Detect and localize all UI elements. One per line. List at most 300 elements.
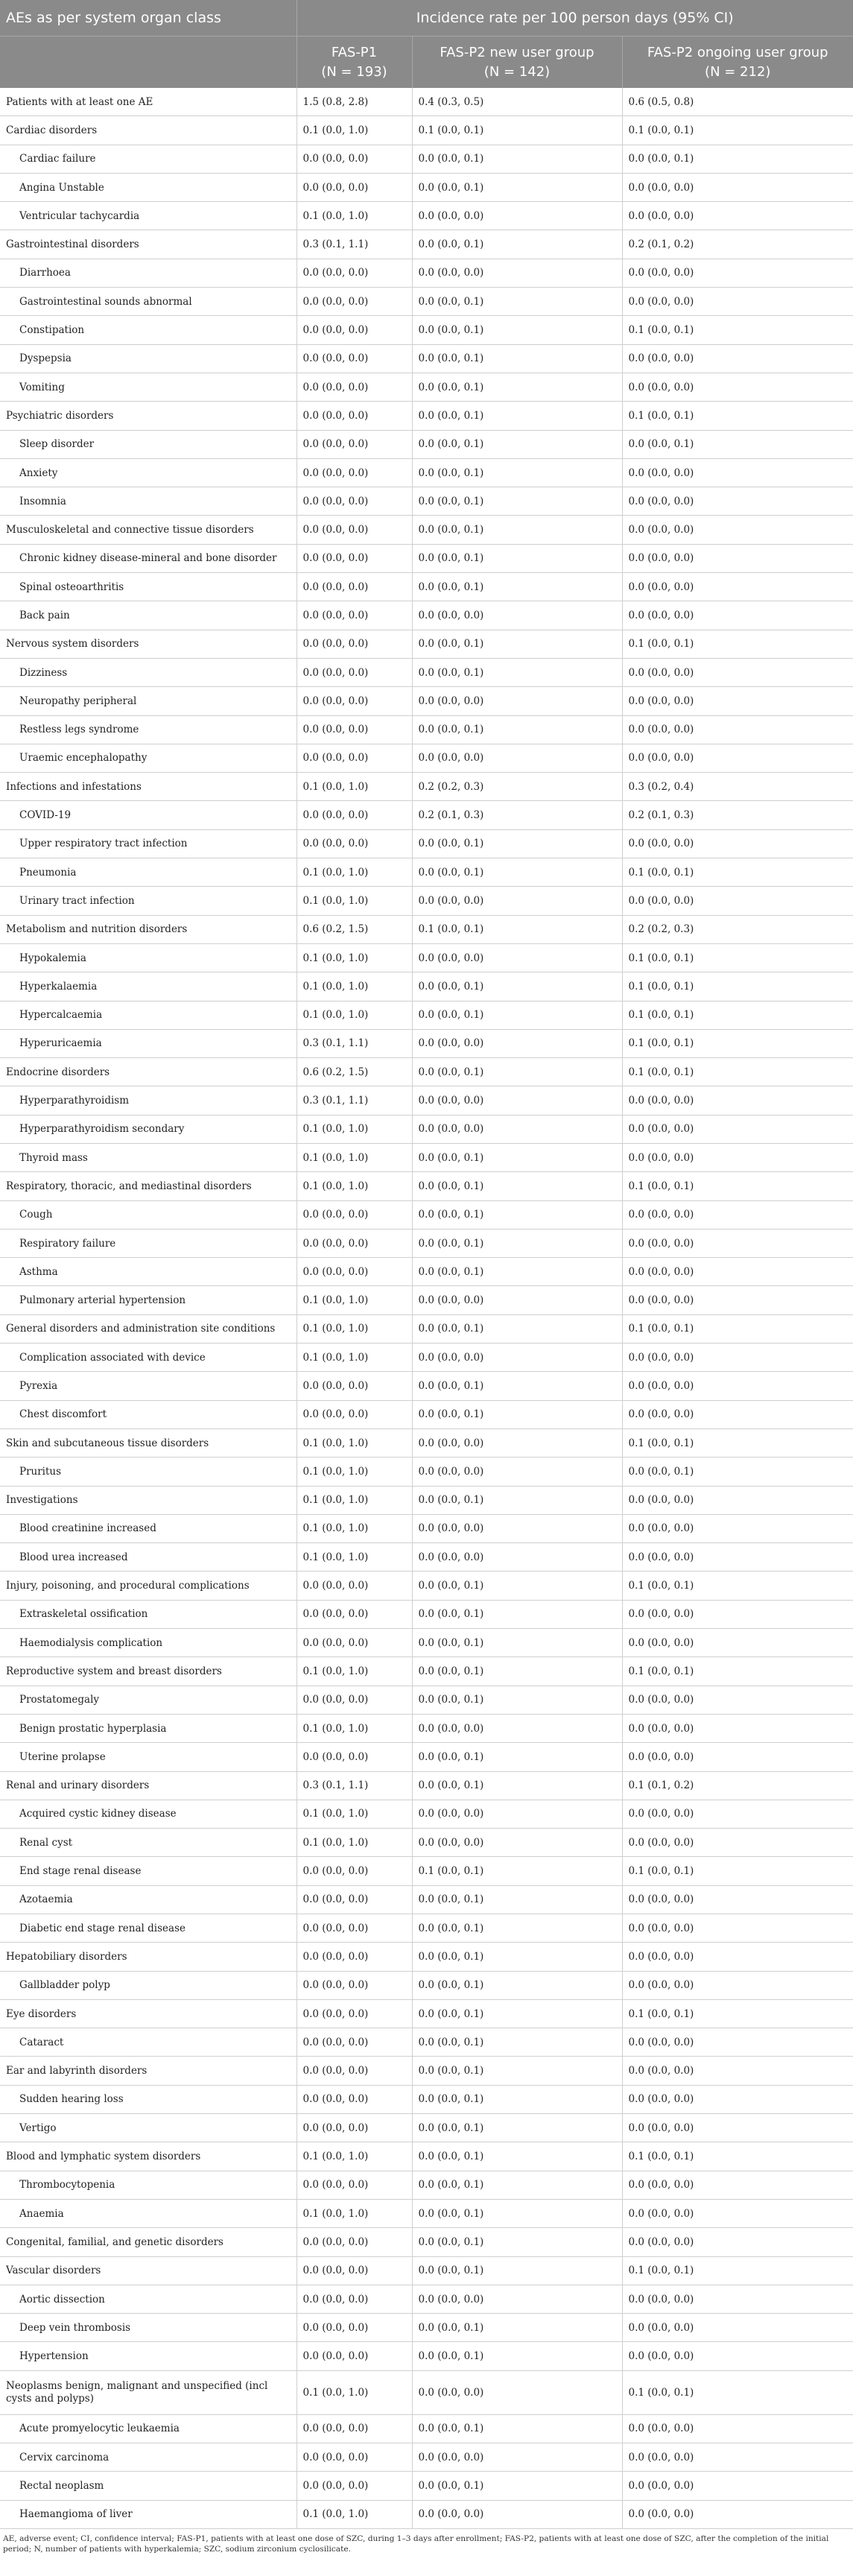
fas-p2-new-value: 0.0 (0.0, 0.1): [412, 2256, 622, 2285]
fas-p2-new-value: 0.0 (0.0, 0.0): [412, 1115, 622, 1143]
fas-p2-ongoing-value: 0.0 (0.0, 0.0): [622, 2114, 853, 2142]
table-row: [0, 1229, 853, 1257]
fas-p2-new-value: 0.0 (0.0, 0.1): [412, 288, 622, 316]
fas-p1-value: 0.1 (0.0, 1.0): [297, 1514, 412, 1542]
fas-p2-ongoing-value: 0.0 (0.0, 0.0): [622, 288, 853, 316]
fas-p2-new-value: 0.0 (0.0, 0.1): [412, 829, 622, 858]
fas-p2-ongoing-value: 0.0 (0.0, 0.0): [622, 2314, 853, 2342]
fas-p2-new-value: 0.0 (0.0, 0.0): [412, 1800, 622, 1828]
table-footnote: AE, adverse event; CI, confidence interval; FAS-P1, patients with at least one dose of SZC, during 1–3 days after enrollment; FAS-P2, patients with at least one dose of SZC, after the completion of the initial period; N, number of patients with hyperkalemia; SZC, sodium zirconium cyclosilicate.: [3, 2534, 829, 2554]
adverse-event-label: Insomnia: [0, 487, 297, 516]
fas-p2-ongoing-value: 0.0 (0.0, 0.0): [622, 1286, 853, 1314]
fas-p2-ongoing-value: 0.1 (0.0, 0.1): [622, 1572, 853, 1600]
fas-p2-ongoing-value: 0.1 (0.0, 0.1): [622, 858, 853, 887]
organ-class-label: Reproductive system and breast disorders: [0, 1657, 297, 1686]
table-row: [0, 1258, 853, 1286]
fas-p2-new-value: 0.0 (0.0, 0.1): [412, 1372, 622, 1400]
fas-p2-new-value: 0.0 (0.0, 0.1): [412, 2142, 622, 2171]
fas-p2-ongoing-value: 0.0 (0.0, 0.0): [622, 2171, 853, 2199]
organ-class-label: Patients with at least one AE: [0, 88, 297, 116]
fas-p2-ongoing-value: 0.0 (0.0, 0.0): [622, 744, 853, 772]
fas-p2-ongoing-value: 0.1 (0.1, 0.2): [622, 1771, 853, 1800]
table-row: [0, 1172, 853, 1200]
fas-p2-new-value: 0.0 (0.0, 0.1): [412, 516, 622, 544]
fas-p2-ongoing-value: 0.0 (0.0, 0.0): [622, 829, 853, 858]
fas-p1-value: 0.0 (0.0, 0.0): [297, 288, 412, 316]
table-row: [0, 2256, 853, 2285]
fas-p1-value: 0.0 (0.0, 0.0): [297, 2256, 412, 2285]
organ-class-label: Blood and lymphatic system disorders: [0, 2142, 297, 2171]
organ-class-label: Neoplasms benign, malignant and unspecified (incl cysts and polyps): [0, 2370, 297, 2414]
table-row: [0, 402, 853, 430]
column-header-fas-p2-new: FAS-P2 new user group (N = 142): [412, 37, 622, 89]
adverse-event-label: Acute promyelocytic leukaemia: [0, 2414, 297, 2443]
fas-p1-value: 0.1 (0.0, 1.0): [297, 1714, 412, 1742]
fas-p2-ongoing-value: 0.0 (0.0, 0.0): [622, 1344, 853, 1372]
organ-class-label: Cardiac disorders: [0, 116, 297, 145]
fas-p2-new-value: 0.0 (0.0, 0.0): [412, 1029, 622, 1057]
fas-p2-new-value: 0.0 (0.0, 0.1): [412, 2057, 622, 2085]
fas-p2-new-value: 0.0 (0.0, 0.1): [412, 972, 622, 1001]
adverse-event-label: Acquired cystic kidney disease: [0, 1800, 297, 1828]
fas-p1-value: 0.1 (0.0, 1.0): [297, 1172, 412, 1200]
table-row: [0, 1001, 853, 1029]
organ-class-label: Renal and urinary disorders: [0, 1771, 297, 1800]
fas-p1-value: 0.0 (0.0, 0.0): [297, 344, 412, 373]
fas-p2-new-value: 0.0 (0.0, 0.1): [412, 2171, 622, 2199]
adverse-event-label: Anaemia: [0, 2199, 297, 2227]
fas-p1-value: 1.5 (0.8, 2.8): [297, 88, 412, 116]
fas-p1-value: 0.1 (0.0, 1.0): [297, 2199, 412, 2227]
fas-p2-new-value: 0.0 (0.0, 0.1): [412, 402, 622, 430]
fas-p2-new-value: 0.1 (0.0, 0.1): [412, 915, 622, 943]
adverse-event-label: Ventricular tachycardia: [0, 202, 297, 230]
organ-class-label: Investigations: [0, 1486, 297, 1514]
fas-p1-value: 0.0 (0.0, 0.0): [297, 744, 412, 772]
fas-p1-value: 0.0 (0.0, 0.0): [297, 1629, 412, 1657]
fas-p2-new-value: 0.0 (0.0, 0.1): [412, 173, 622, 201]
fas-p2-ongoing-value: 0.0 (0.0, 0.0): [622, 887, 853, 915]
fas-p2-ongoing-value: 0.1 (0.0, 0.1): [622, 1999, 853, 2028]
fas-p2-ongoing-value: 0.0 (0.0, 0.0): [622, 1686, 853, 1714]
fas-p2-ongoing-value: 0.0 (0.0, 0.0): [622, 2085, 853, 2113]
table-row: [0, 544, 853, 572]
fas-p1-value: 0.0 (0.0, 0.0): [297, 544, 412, 572]
fas-p2-new-value: 0.0 (0.0, 0.1): [412, 1999, 622, 2028]
table-row: [0, 715, 853, 744]
table-row: [0, 972, 853, 1001]
table-row: [0, 2171, 853, 2199]
adverse-event-label: Uraemic encephalopathy: [0, 744, 297, 772]
fas-p2-new-value: 0.0 (0.0, 0.1): [412, 458, 622, 487]
table-row: [0, 573, 853, 601]
fas-p2-new-value: 0.0 (0.0, 0.1): [412, 1172, 622, 1200]
table-row: [0, 1372, 853, 1400]
fas-p1-value: 0.1 (0.0, 1.0): [297, 1800, 412, 1828]
fas-p1-value: 0.0 (0.0, 0.0): [297, 458, 412, 487]
fas-p2-ongoing-value: 0.0 (0.0, 0.0): [622, 1200, 853, 1229]
fas-p2-ongoing-value: 0.0 (0.0, 0.0): [622, 1372, 853, 1400]
fas-p2-new-value: 0.0 (0.0, 0.0): [412, 1829, 622, 1857]
table-row: [0, 2228, 853, 2256]
fas-p2-new-value: 0.0 (0.0, 0.1): [412, 316, 622, 344]
table-row: [0, 173, 853, 201]
adverse-event-label: Blood creatinine increased: [0, 1514, 297, 1542]
adverse-event-label: Haemangioma of liver: [0, 2500, 297, 2528]
fas-p2-new-value: 0.0 (0.0, 0.1): [412, 373, 622, 401]
fas-p1-value: 0.0 (0.0, 0.0): [297, 173, 412, 201]
table-row: [0, 1771, 853, 1800]
table-row: [0, 230, 853, 259]
fas-p2-new-value: 0.1 (0.0, 0.1): [412, 1857, 622, 1885]
fas-p2-new-value: 0.0 (0.0, 0.1): [412, 2228, 622, 2256]
table-row: [0, 1428, 853, 1457]
adverse-event-label: Sudden hearing loss: [0, 2085, 297, 2113]
fas-p1-value: 0.0 (0.0, 0.0): [297, 1914, 412, 1943]
fas-p2-new-value: 0.0 (0.0, 0.1): [412, 2028, 622, 2057]
table-row: [0, 1514, 853, 1542]
fas-p2-ongoing-value: 0.0 (0.0, 0.0): [622, 516, 853, 544]
table-row: [0, 1058, 853, 1086]
fas-p1-value: 0.0 (0.0, 0.0): [297, 687, 412, 715]
fas-p2-new-value: 0.0 (0.0, 0.1): [412, 2342, 622, 2370]
fas-p2-ongoing-value: 0.1 (0.0, 0.1): [622, 2256, 853, 2285]
fas-p2-ongoing-value: 0.0 (0.0, 0.0): [622, 1258, 853, 1286]
fas-p2-ongoing-value: 0.0 (0.0, 0.0): [622, 2414, 853, 2443]
fas-p2-new-value: 0.0 (0.0, 0.1): [412, 1200, 622, 1229]
table-row: [0, 487, 853, 516]
table-row: [0, 1971, 853, 1999]
table-row: [0, 1115, 853, 1143]
fas-p1-value: 0.1 (0.0, 1.0): [297, 972, 412, 1001]
fas-p2-ongoing-value: 0.0 (0.0, 0.1): [622, 430, 853, 458]
fas-p2-ongoing-value: 0.1 (0.0, 0.1): [622, 1428, 853, 1457]
adverse-event-label: Hypokalemia: [0, 943, 297, 972]
organ-class-label: Congenital, familial, and genetic disorders: [0, 2228, 297, 2256]
table-row: [0, 88, 853, 116]
adverse-event-label: Chronic kidney disease-mineral and bone disorder: [0, 544, 297, 572]
organ-class-label: Hepatobiliary disorders: [0, 1943, 297, 1971]
fas-p1-value: 0.0 (0.0, 0.0): [297, 2285, 412, 2313]
fas-p2-new-value: 0.0 (0.0, 0.1): [412, 1600, 622, 1628]
fas-p2-ongoing-value: 0.0 (0.0, 0.0): [622, 458, 853, 487]
row-label-header: AEs as per system organ class: [0, 0, 297, 37]
fas-p1-value: 0.1 (0.0, 1.0): [297, 1428, 412, 1457]
fas-p2-ongoing-value: 0.0 (0.0, 0.0): [622, 2342, 853, 2370]
adverse-event-label: Cataract: [0, 2028, 297, 2057]
fas-p1-value: 0.0 (0.0, 0.0): [297, 1229, 412, 1257]
fas-p1-value: 0.0 (0.0, 0.0): [297, 2472, 412, 2500]
fas-p2-ongoing-value: 0.0 (0.0, 0.0): [622, 715, 853, 744]
fas-p2-new-value: 0.0 (0.0, 0.0): [412, 1286, 622, 1314]
adverse-event-label: Gastrointestinal sounds abnormal: [0, 288, 297, 316]
fas-p1-value: 0.3 (0.1, 1.1): [297, 1771, 412, 1800]
fas-p2-new-value: 0.0 (0.0, 0.1): [412, 1486, 622, 1514]
fas-p2-ongoing-value: 0.0 (0.0, 0.0): [622, 544, 853, 572]
table-row: [0, 2443, 853, 2472]
fas-p2-ongoing-value: 0.6 (0.5, 0.8): [622, 88, 853, 116]
adverse-event-label: Spinal osteoarthritis: [0, 573, 297, 601]
adverse-event-label: Hyperuricaemia: [0, 1029, 297, 1057]
fas-p2-new-value: 0.0 (0.0, 0.0): [412, 1514, 622, 1542]
fas-p2-ongoing-value: 0.0 (0.0, 0.0): [622, 1800, 853, 1828]
fas-p2-ongoing-value: 0.0 (0.0, 0.0): [622, 202, 853, 230]
fas-p2-new-value: 0.0 (0.0, 0.1): [412, 1058, 622, 1086]
table-row: [0, 145, 853, 173]
table-row: [0, 630, 853, 658]
fas-p1-value: 0.0 (0.0, 0.0): [297, 145, 412, 173]
table-row: [0, 202, 853, 230]
fas-p1-value: 0.0 (0.0, 0.0): [297, 2085, 412, 2113]
fas-p2-ongoing-value: 0.1 (0.0, 0.1): [622, 972, 853, 1001]
fas-p2-new-value: 0.0 (0.0, 0.0): [412, 943, 622, 972]
table-row: [0, 1657, 853, 1686]
table-row: [0, 1686, 853, 1714]
adverse-event-label: Benign prostatic hyperplasia: [0, 1714, 297, 1742]
fas-p2-new-value: 0.0 (0.0, 0.1): [412, 1572, 622, 1600]
adverse-event-label: Respiratory failure: [0, 1229, 297, 1257]
table-row: [0, 1629, 853, 1657]
fas-p1-value: 0.0 (0.0, 0.0): [297, 316, 412, 344]
adverse-event-label: Pulmonary arterial hypertension: [0, 1286, 297, 1314]
table-row: [0, 2085, 853, 2113]
fas-p2-new-value: 0.0 (0.0, 0.0): [412, 2370, 622, 2414]
fas-p1-value: 0.0 (0.0, 0.0): [297, 1258, 412, 1286]
fas-p2-new-value: 0.2 (0.2, 0.3): [412, 773, 622, 801]
fas-p2-new-value: 0.0 (0.0, 0.1): [412, 658, 622, 686]
table-row: [0, 915, 853, 943]
adverse-event-label: Anxiety: [0, 458, 297, 487]
table-row: [0, 1200, 853, 1229]
fas-p2-new-value: 0.0 (0.0, 0.1): [412, 430, 622, 458]
table-row: [0, 2342, 853, 2370]
fas-p2-new-value: 0.0 (0.0, 0.0): [412, 2285, 622, 2313]
table-row: [0, 2314, 853, 2342]
table-row: [0, 1314, 853, 1343]
organ-class-label: Nervous system disorders: [0, 630, 297, 658]
adverse-event-label: Neuropathy peripheral: [0, 687, 297, 715]
fas-p2-ongoing-value: 0.0 (0.0, 0.0): [622, 1943, 853, 1971]
fas-p1-value: 0.0 (0.0, 0.0): [297, 1200, 412, 1229]
table-row: [0, 1458, 853, 1486]
table-row: [0, 1743, 853, 1771]
adverse-event-label: Haemodialysis complication: [0, 1629, 297, 1657]
adverse-event-label: Urinary tract infection: [0, 887, 297, 915]
adverse-event-label: Vertigo: [0, 2114, 297, 2142]
fas-p2-ongoing-value: 0.0 (0.0, 0.0): [622, 2472, 853, 2500]
fas-p1-value: 0.0 (0.0, 0.0): [297, 601, 412, 630]
table-row: [0, 801, 853, 829]
fas-p2-ongoing-value: 0.1 (0.0, 0.1): [622, 402, 853, 430]
table-row: [0, 1885, 853, 1914]
fas-p2-new-value: 0.0 (0.0, 0.1): [412, 230, 622, 259]
fas-p2-ongoing-value: 0.2 (0.1, 0.3): [622, 801, 853, 829]
fas-p2-ongoing-value: 0.1 (0.0, 0.1): [622, 1001, 853, 1029]
fas-p2-ongoing-value: 0.0 (0.0, 0.0): [622, 1115, 853, 1143]
table-row: [0, 1999, 853, 2028]
fas-p2-new-value: 0.0 (0.0, 0.1): [412, 344, 622, 373]
fas-p2-new-value: 0.0 (0.0, 0.1): [412, 1914, 622, 1943]
fas-p2-new-value: 0.0 (0.0, 0.1): [412, 1001, 622, 1029]
fas-p2-ongoing-value: 0.0 (0.0, 0.0): [622, 1971, 853, 1999]
fas-p1-value: 0.1 (0.0, 1.0): [297, 1314, 412, 1343]
fas-p2-ongoing-value: 0.0 (0.0, 0.0): [622, 1143, 853, 1171]
fas-p2-new-value: 0.0 (0.0, 0.0): [412, 1428, 622, 1457]
fas-p1-value: 0.0 (0.0, 0.0): [297, 373, 412, 401]
table-row: [0, 1800, 853, 1828]
fas-p2-new-value: 0.4 (0.3, 0.5): [412, 88, 622, 116]
fas-p2-ongoing-value: 0.0 (0.0, 0.0): [622, 2028, 853, 2057]
table-row: [0, 1400, 853, 1428]
fas-p2-new-value: 0.0 (0.0, 0.1): [412, 858, 622, 887]
table-row: [0, 1086, 853, 1115]
fas-p2-new-value: 0.0 (0.0, 0.1): [412, 1743, 622, 1771]
adverse-event-label: Rectal neoplasm: [0, 2472, 297, 2500]
adverse-event-label: Angina Unstable: [0, 173, 297, 201]
fas-p2-ongoing-value: 0.2 (0.1, 0.2): [622, 230, 853, 259]
fas-p2-new-value: 0.0 (0.0, 0.1): [412, 2085, 622, 2113]
fas-p1-value: 0.0 (0.0, 0.0): [297, 516, 412, 544]
fas-p2-ongoing-value: 0.1 (0.0, 0.1): [622, 943, 853, 972]
adverse-event-label: Restless legs syndrome: [0, 715, 297, 744]
fas-p2-ongoing-value: 0.0 (0.0, 0.0): [622, 1400, 853, 1428]
table-row: [0, 116, 853, 145]
organ-class-label: Psychiatric disorders: [0, 402, 297, 430]
incidence-rate-header: Incidence rate per 100 person days (95% CI): [297, 0, 853, 37]
table-row: [0, 2500, 853, 2528]
adverse-event-label: Asthma: [0, 1258, 297, 1286]
table-header: [0, 0, 853, 88]
fas-p2-new-value: 0.0 (0.0, 0.1): [412, 1943, 622, 1971]
fas-p2-new-value: 0.0 (0.0, 0.1): [412, 1771, 622, 1800]
adverse-event-label: Deep vein thrombosis: [0, 2314, 297, 2342]
table-row: [0, 2370, 853, 2414]
fas-p1-value: 0.0 (0.0, 0.0): [297, 1572, 412, 1600]
fas-p1-value: 0.0 (0.0, 0.0): [297, 2314, 412, 2342]
fas-p2-ongoing-value: 0.0 (0.0, 0.1): [622, 1458, 853, 1486]
adverse-event-label: Hypercalcaemia: [0, 1001, 297, 1029]
organ-class-label: Respiratory, thoracic, and mediastinal disorders: [0, 1172, 297, 1200]
table-row: [0, 1344, 853, 1372]
fas-p1-value: 0.6 (0.2, 1.5): [297, 915, 412, 943]
adverse-event-label: Pruritus: [0, 1458, 297, 1486]
fas-p1-value: 0.1 (0.0, 1.0): [297, 2142, 412, 2171]
adverse-event-label: Thyroid mass: [0, 1143, 297, 1171]
fas-p2-new-value: 0.0 (0.0, 0.0): [412, 1543, 622, 1572]
fas-p1-value: 0.0 (0.0, 0.0): [297, 2171, 412, 2199]
adverse-event-label: Vomiting: [0, 373, 297, 401]
fas-p1-value: 0.0 (0.0, 0.0): [297, 259, 412, 287]
adverse-event-label: Gallbladder polyp: [0, 1971, 297, 1999]
organ-class-label: General disorders and administration site conditions: [0, 1314, 297, 1343]
fas-p1-value: 0.0 (0.0, 0.0): [297, 1743, 412, 1771]
fas-p2-ongoing-value: 0.0 (0.0, 0.0): [622, 1543, 853, 1572]
fas-p2-ongoing-value: 0.0 (0.0, 0.0): [622, 2285, 853, 2313]
adverse-event-label: Cough: [0, 1200, 297, 1229]
adverse-event-label: Sleep disorder: [0, 430, 297, 458]
table-row: [0, 2057, 853, 2085]
fas-p1-value: 0.1 (0.0, 1.0): [297, 1286, 412, 1314]
adverse-event-label: Diarrhoea: [0, 259, 297, 287]
adverse-event-label: End stage renal disease: [0, 1857, 297, 1885]
table-row: [0, 2199, 853, 2227]
fas-p2-ongoing-value: 0.0 (0.0, 0.0): [622, 487, 853, 516]
table-row: [0, 430, 853, 458]
fas-p2-ongoing-value: 0.1 (0.0, 0.1): [622, 1657, 853, 1686]
fas-p2-new-value: 0.0 (0.0, 0.1): [412, 1885, 622, 1914]
table-row: [0, 744, 853, 772]
fas-p1-value: 0.0 (0.0, 0.0): [297, 402, 412, 430]
fas-p1-value: 0.0 (0.0, 0.0): [297, 487, 412, 516]
fas-p1-value: 0.1 (0.0, 1.0): [297, 1344, 412, 1372]
fas-p2-new-value: 0.1 (0.0, 0.1): [412, 116, 622, 145]
fas-p2-new-value: 0.0 (0.0, 0.1): [412, 145, 622, 173]
fas-p2-ongoing-value: 0.0 (0.0, 0.0): [622, 687, 853, 715]
table-row: [0, 1572, 853, 1600]
adverse-event-label: Hyperparathyroidism secondary: [0, 1115, 297, 1143]
adverse-event-label: Renal cyst: [0, 1829, 297, 1857]
fas-p1-value: 0.1 (0.0, 1.0): [297, 1543, 412, 1572]
fas-p1-value: 0.0 (0.0, 0.0): [297, 1857, 412, 1885]
adverse-event-label: Thrombocytopenia: [0, 2171, 297, 2199]
table-row: [0, 943, 853, 972]
organ-class-label: Ear and labyrinth disorders: [0, 2057, 297, 2085]
fas-p1-value: 0.0 (0.0, 0.0): [297, 1885, 412, 1914]
fas-p2-new-value: 0.0 (0.0, 0.0): [412, 687, 622, 715]
table-body: [0, 88, 853, 2528]
fas-p2-ongoing-value: 0.0 (0.0, 0.0): [622, 2500, 853, 2528]
adverse-event-label: Hyperparathyroidism: [0, 1086, 297, 1115]
adverse-event-label: Pyrexia: [0, 1372, 297, 1400]
adverse-event-label: Pneumonia: [0, 858, 297, 887]
table-row: [0, 687, 853, 715]
fas-p1-value: 0.0 (0.0, 0.0): [297, 2443, 412, 2472]
fas-p1-value: 0.1 (0.0, 1.0): [297, 1458, 412, 1486]
fas-p2-ongoing-value: 0.0 (0.0, 0.0): [622, 2228, 853, 2256]
fas-p1-value: 0.0 (0.0, 0.0): [297, 829, 412, 858]
adverse-event-label: Cardiac failure: [0, 145, 297, 173]
fas-p2-ongoing-value: 0.1 (0.0, 0.1): [622, 2370, 853, 2414]
fas-p1-value: 0.1 (0.0, 1.0): [297, 887, 412, 915]
fas-p2-new-value: 0.0 (0.0, 0.0): [412, 2443, 622, 2472]
fas-p2-new-value: 0.0 (0.0, 0.1): [412, 544, 622, 572]
table-row: [0, 458, 853, 487]
fas-p2-new-value: 0.0 (0.0, 0.1): [412, 630, 622, 658]
organ-class-label: Eye disorders: [0, 1999, 297, 2028]
fas-p1-value: 0.3 (0.1, 1.1): [297, 1029, 412, 1057]
fas-p2-ongoing-value: 0.1 (0.0, 0.1): [622, 1857, 853, 1885]
fas-p2-ongoing-value: 0.0 (0.0, 0.0): [622, 173, 853, 201]
fas-p1-value: 0.0 (0.0, 0.0): [297, 2228, 412, 2256]
fas-p1-value: 0.0 (0.0, 0.0): [297, 2414, 412, 2443]
table-row: [0, 2142, 853, 2171]
table-row: [0, 1857, 853, 1885]
adverse-event-label: Blood urea increased: [0, 1543, 297, 1572]
fas-p2-ongoing-value: 0.1 (0.0, 0.1): [622, 1058, 853, 1086]
fas-p2-ongoing-value: 0.1 (0.0, 0.1): [622, 1172, 853, 1200]
fas-p2-new-value: 0.0 (0.0, 0.1): [412, 2472, 622, 2500]
table-row: [0, 2114, 853, 2142]
fas-p2-ongoing-value: 0.0 (0.0, 0.0): [622, 601, 853, 630]
fas-p2-new-value: 0.0 (0.0, 0.0): [412, 744, 622, 772]
fas-p1-value: 0.1 (0.0, 1.0): [297, 202, 412, 230]
table-row: [0, 1829, 853, 1857]
organ-class-label: Musculoskeletal and connective tissue disorders: [0, 516, 297, 544]
column-header-fas-p2-ongoing: FAS-P2 ongoing user group (N = 212): [622, 37, 853, 89]
adverse-event-label: Hypertension: [0, 2342, 297, 2370]
fas-p1-value: 0.0 (0.0, 0.0): [297, 2028, 412, 2057]
table-row: [0, 1914, 853, 1943]
